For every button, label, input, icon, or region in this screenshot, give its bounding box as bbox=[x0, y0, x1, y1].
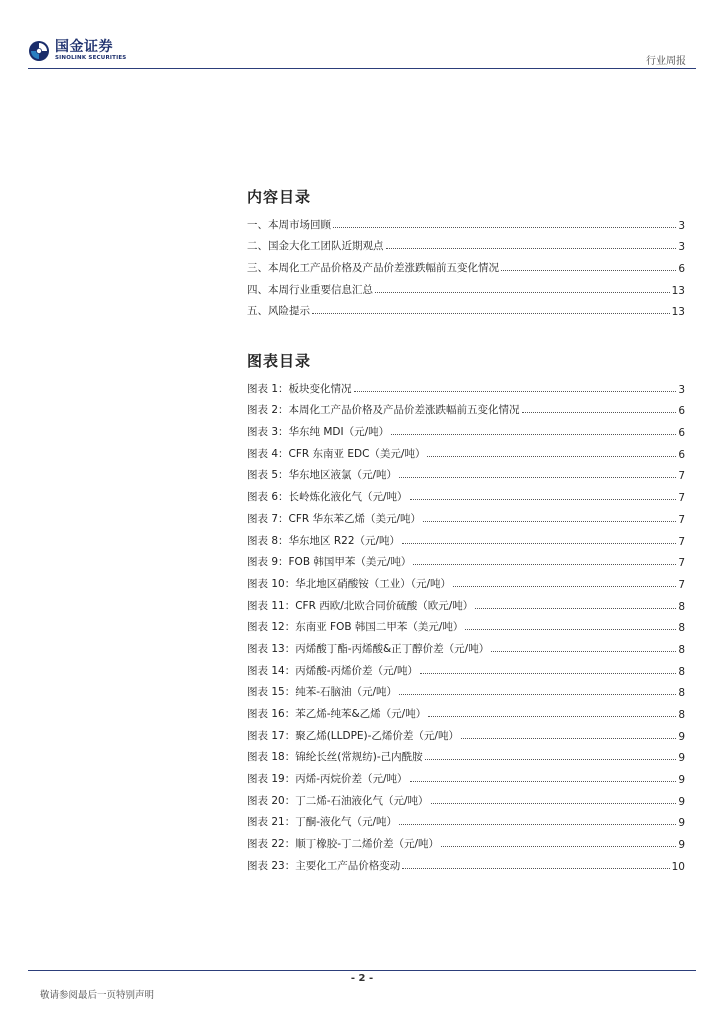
figure-entry[interactable] bbox=[247, 504, 685, 526]
figure-entry[interactable] bbox=[247, 591, 685, 613]
figure-entry-page: 8 bbox=[678, 600, 685, 613]
figure-entry[interactable] bbox=[247, 699, 685, 721]
toc-entry-label: 一、本周市场回顾 bbox=[247, 218, 331, 231]
figure-entry-page: 10 bbox=[671, 860, 685, 873]
toc-leader bbox=[501, 270, 676, 271]
figure-entry-label: 图表 8：华东地区 R22（元/吨） bbox=[247, 534, 401, 547]
figure-entry-page: 7 bbox=[678, 492, 685, 505]
figure-entry-label: 图表 21：丁酮-液化气（元/吨） bbox=[247, 816, 398, 829]
toc-leader bbox=[399, 477, 676, 478]
toc-leader bbox=[410, 499, 677, 500]
toc-entry[interactable] bbox=[247, 275, 685, 297]
figure-entry[interactable] bbox=[247, 417, 685, 439]
figure-entry-label: 图表 2：本周化工产品价格及产品价差涨跌幅前五变化情况 bbox=[247, 404, 520, 417]
logo-chinese-name: 国金证券 bbox=[55, 39, 113, 56]
figure-entry[interactable] bbox=[247, 396, 685, 418]
figure-entry-label: 图表 17：聚乙烯(LLDPE)-乙烯价差（元/吨） bbox=[247, 729, 459, 742]
figure-entry[interactable] bbox=[247, 439, 685, 461]
figure-entry-label: 图表 11：CFR 西欧/北欧合同价硫酸（欧元/吨） bbox=[247, 599, 474, 612]
toc-entry[interactable] bbox=[247, 210, 685, 232]
toc-leader bbox=[428, 716, 676, 717]
toc-entry-page: 3 bbox=[678, 241, 685, 254]
sinolink-logo-icon bbox=[28, 40, 50, 62]
figure-entry-label: 图表 4：CFR 东南亚 EDC（美元/吨） bbox=[247, 447, 426, 460]
toc-leader bbox=[410, 781, 677, 782]
logo-english-name: SINOLINK SECURITIES bbox=[55, 55, 127, 62]
footer-divider bbox=[28, 970, 696, 971]
toc-entry-label: 四、本周行业重要信息汇总 bbox=[247, 283, 373, 296]
toc-leader bbox=[386, 248, 677, 249]
toc-leader bbox=[491, 651, 676, 652]
figure-entry-page: 8 bbox=[678, 687, 685, 700]
figure-entry-page: 9 bbox=[678, 730, 685, 743]
figure-entry-label: 图表 18：锦纶长丝(常规纺)-己内酰胺 bbox=[247, 751, 423, 764]
figure-entry[interactable] bbox=[247, 374, 685, 396]
figure-entry[interactable] bbox=[247, 482, 685, 504]
figure-entry-label: 图表 14：丙烯酸-丙烯价差（元/吨） bbox=[247, 664, 419, 677]
figure-entry[interactable] bbox=[247, 678, 685, 700]
toc-leader bbox=[423, 521, 676, 522]
figure-entry[interactable] bbox=[247, 656, 685, 678]
figure-entry-page: 9 bbox=[678, 752, 685, 765]
figure-entry[interactable] bbox=[247, 569, 685, 591]
figure-entry-page: 8 bbox=[678, 665, 685, 678]
toc-entry-label: 三、本周化工产品价格及产品价差涨跌幅前五变化情况 bbox=[247, 262, 499, 275]
figure-entry-label: 图表 20：丁二烯-石油液化气（元/吨） bbox=[247, 794, 429, 807]
figure-entry-page: 9 bbox=[678, 817, 685, 830]
figure-entry[interactable] bbox=[247, 721, 685, 743]
figure-entry[interactable] bbox=[247, 786, 685, 808]
figure-entry-page: 7 bbox=[678, 470, 685, 483]
toc-leader bbox=[441, 846, 676, 847]
toc-entry[interactable] bbox=[247, 297, 685, 319]
figure-entry-page: 6 bbox=[678, 427, 685, 440]
toc-leader bbox=[399, 694, 676, 695]
figure-entry-label: 图表 9：FOB 韩国甲苯（美元/吨） bbox=[247, 556, 412, 569]
figure-entry[interactable] bbox=[247, 764, 685, 786]
figure-entry-page: 6 bbox=[678, 405, 685, 418]
figure-entry-page: 7 bbox=[678, 513, 685, 526]
figure-entry[interactable] bbox=[247, 461, 685, 483]
figure-entry-page: 7 bbox=[678, 535, 685, 548]
page-number: - 2 - bbox=[350, 973, 374, 984]
figure-entry-label: 图表 1：板块变化情况 bbox=[247, 382, 352, 395]
figure-entry-label: 图表 22：顺丁橡胶-丁二烯价差（元/吨） bbox=[247, 838, 440, 851]
disclaimer-note: 敬请参阅最后一页特别声明 bbox=[40, 990, 155, 1001]
toc-leader bbox=[312, 313, 670, 314]
toc-leader bbox=[453, 586, 676, 587]
toc-leader bbox=[425, 759, 677, 760]
toc-leader bbox=[402, 868, 669, 869]
figure-entry-label: 图表 12：东南亚 FOB 韩国二甲苯（美元/吨） bbox=[247, 621, 464, 634]
figure-entry-label: 图表 15：纯苯-石脑油（元/吨） bbox=[247, 686, 398, 699]
toc-leader bbox=[375, 292, 670, 293]
toc-entry-page: 6 bbox=[678, 263, 685, 276]
figure-entry-page: 3 bbox=[678, 383, 685, 396]
figure-entry[interactable] bbox=[247, 613, 685, 635]
toc-leader bbox=[420, 673, 676, 674]
figure-entry[interactable] bbox=[247, 548, 685, 570]
figure-entry-page: 7 bbox=[678, 578, 685, 591]
figure-entry-page: 8 bbox=[678, 622, 685, 635]
toc-entry-label: 二、国金大化工团队近期观点 bbox=[247, 240, 384, 253]
figure-entry-label: 图表 19：丙烯-丙烷价差（元/吨） bbox=[247, 773, 408, 786]
toc-leader bbox=[522, 412, 677, 413]
toc-leader bbox=[333, 227, 676, 228]
sinolink-logo bbox=[28, 40, 126, 62]
figure-entry-page: 6 bbox=[678, 448, 685, 461]
toc-leader bbox=[402, 543, 676, 544]
toc-entry-label: 五、风险提示 bbox=[247, 305, 310, 318]
figure-entry-label: 图表 13：丙烯酸丁酯-丙烯酸&正丁醇价差（元/吨） bbox=[247, 642, 490, 655]
toc-leader bbox=[354, 391, 677, 392]
figure-entry-page: 9 bbox=[678, 774, 685, 787]
toc-leader bbox=[413, 564, 676, 565]
toc-leader bbox=[465, 629, 676, 630]
figure-entry-label: 图表 5：华东地区液氯（元/吨） bbox=[247, 469, 398, 482]
figure-entry-label: 图表 23：主要化工产品价格变动 bbox=[247, 859, 401, 872]
figure-entry-page: 8 bbox=[678, 709, 685, 721]
toc-leader bbox=[475, 608, 676, 609]
header-divider bbox=[28, 68, 696, 69]
figure-entry-page: 9 bbox=[678, 795, 685, 808]
figure-entry-page: 9 bbox=[678, 839, 685, 852]
toc-entry-page: 13 bbox=[671, 284, 685, 297]
report-type-label: 行业周报 bbox=[646, 56, 686, 67]
figure-entry[interactable] bbox=[247, 808, 685, 830]
figure-entry-page: 8 bbox=[678, 643, 685, 656]
figure-entry[interactable] bbox=[247, 743, 685, 765]
toc-entry-page: 3 bbox=[678, 219, 685, 232]
contents-title: 内容目录 bbox=[247, 188, 312, 206]
toc-leader bbox=[399, 824, 676, 825]
figure-entry[interactable] bbox=[247, 829, 685, 851]
contents-list bbox=[247, 210, 685, 318]
figure-entry-label: 图表 7：CFR 华东苯乙烯（美元/吨） bbox=[247, 512, 422, 525]
toc-entry[interactable] bbox=[247, 232, 685, 254]
toc-leader bbox=[427, 456, 676, 457]
figure-entry-page: 7 bbox=[678, 557, 685, 570]
figure-entry[interactable] bbox=[247, 634, 685, 656]
figure-entry-label: 图表 3：华东纯 MDI（元/吨） bbox=[247, 426, 390, 439]
toc-leader bbox=[391, 434, 676, 435]
figure-entry-label: 图表 16：苯乙烯-纯苯&乙烯（元/吨） bbox=[247, 708, 427, 720]
toc-entry-page: 13 bbox=[671, 306, 685, 319]
figure-entry-label: 图表 6：长岭炼化液化气（元/吨） bbox=[247, 491, 408, 504]
toc-leader bbox=[431, 803, 677, 804]
figures-list bbox=[247, 374, 685, 873]
toc-entry[interactable] bbox=[247, 253, 685, 275]
figure-entry[interactable] bbox=[247, 526, 685, 548]
toc-leader bbox=[461, 738, 676, 739]
figure-entry[interactable] bbox=[247, 851, 685, 873]
figures-title: 图表目录 bbox=[247, 352, 312, 370]
figure-entry-label: 图表 10：华北地区硝酸铵（工业）（元/吨） bbox=[247, 577, 451, 590]
